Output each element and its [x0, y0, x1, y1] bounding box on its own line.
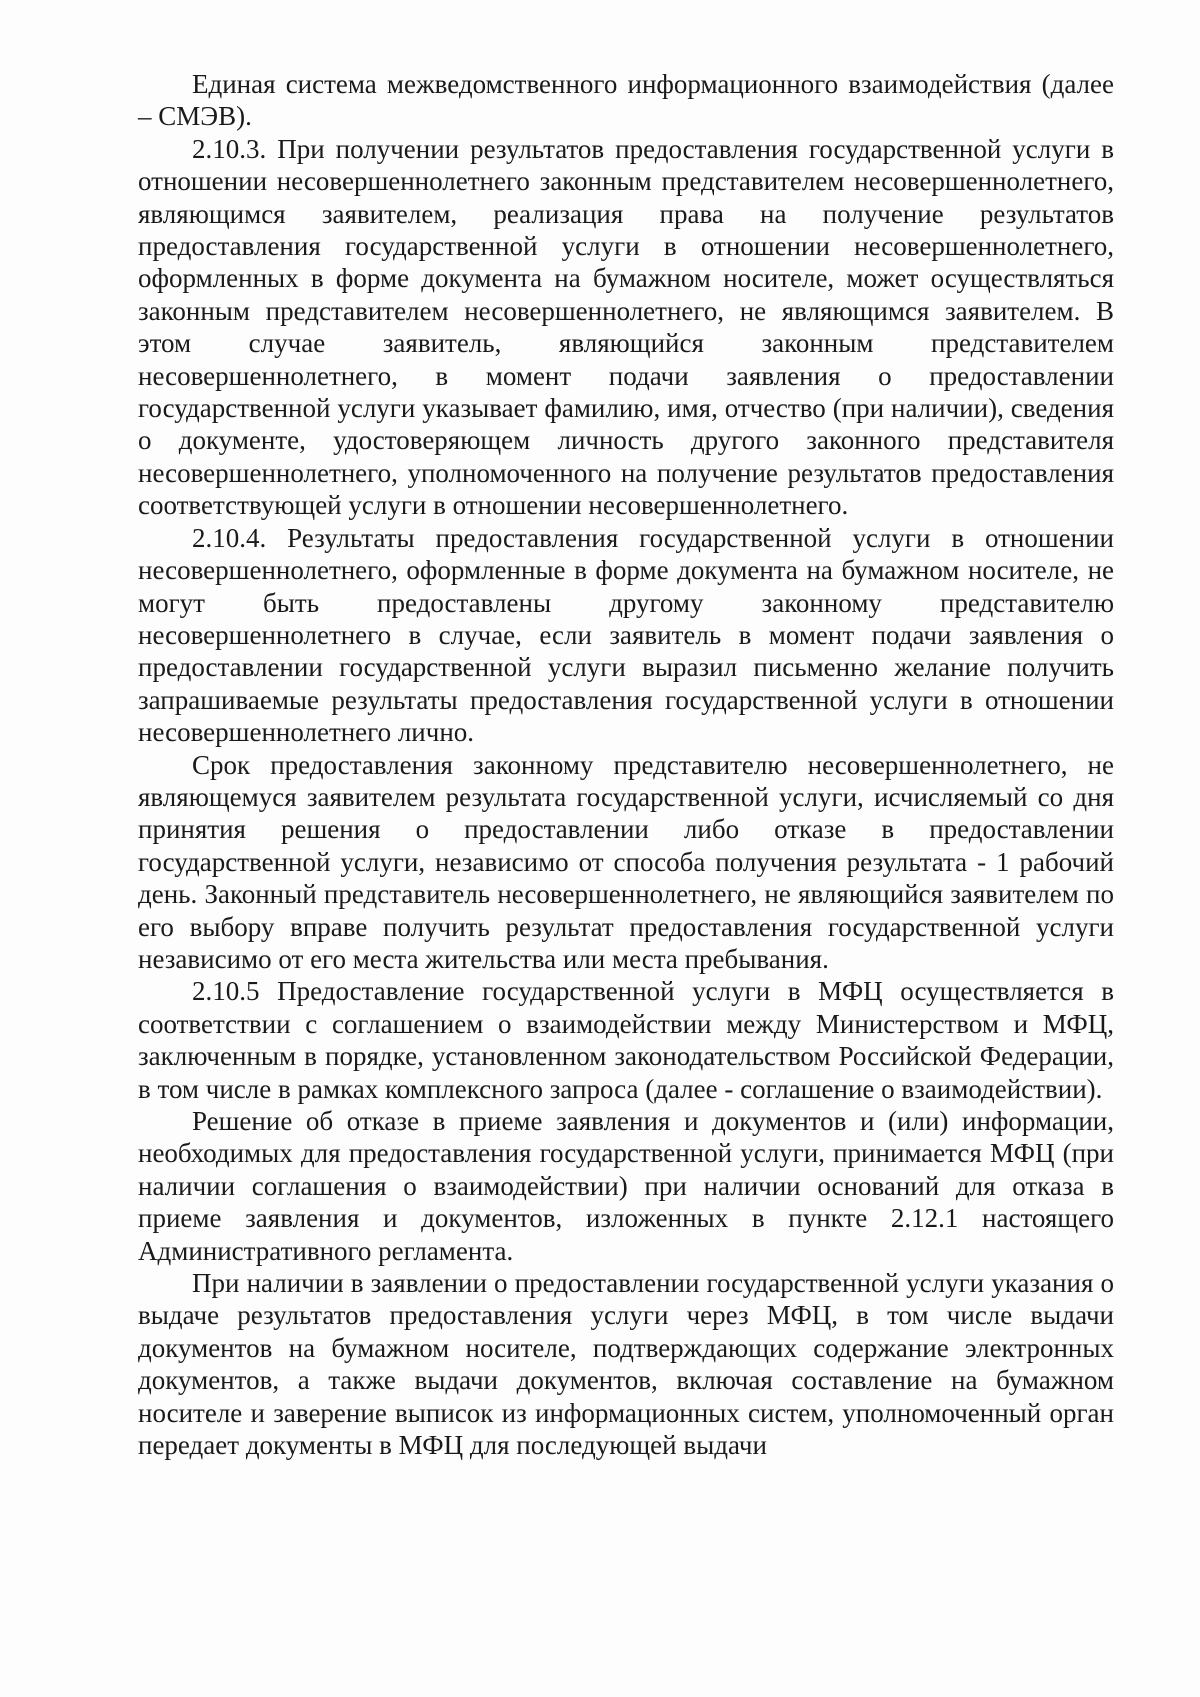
paragraph-2-10-4: 2.10.4. Результаты предоставления государственной услуги в отношении несовершеннолетнего, оформленные в форме документа на бумажном носителе, не могут быть предоставлены другому законному представителю несовершеннолетнего в случае, если заявитель в момент подачи заявления о предоставлении государственной услуги выразил письменно желание получить запрашиваемые результаты предоставления государственной услуги в отношении несовершеннолетнего лично.: [138, 522, 1114, 748]
paragraph-pri-nalichii: При наличии в заявлении о предоставлении государственной услуги указания о выдаче результатов предоставления услуги через МФЦ, в том числе выдачи документов на бумажном носителе, подтверждающих содержание электронных документов, а также выдачи документов, включая составление на бумажном носителе и заверение выписок из информационных систем, уполномоченный орган передает документы в МФЦ для последующей выдачи: [138, 1268, 1114, 1461]
document-body: [138, 68, 1114, 1461]
paragraph-reshenie: Решение об отказе в приеме заявления и документов и (или) информации, необходимых для предоставления государственной услуги, принимается МФЦ (при наличии соглашения о взаимодействии) при наличии оснований для отказа в приеме заявления и документов, изложенных в пункте 2.12.1 настоящего Административного регламента.: [138, 1106, 1114, 1266]
paragraph-2-10-5: 2.10.5 Предоставление государственной услуги в МФЦ осуществляется в соответствии с соглашением о взаимодействии между Министерством и МФЦ, заключенным в порядке, установленном законодательством Российской Федерации, в том числе в рамках комплексного запроса (далее - соглашение о взаимодействии).: [138, 976, 1114, 1104]
paragraph-srok: Срок предоставления законному представителю несовершеннолетнего, не являющемуся заявителем результата государственной услуги, исчисляемый со дня принятия решения о предоставлении либо отказе в предоставлении государственной услуги, независимо от способа получения результата - 1 рабочий день. Законный представитель несовершеннолетнего, не являющийся заявителем по его выбору вправе получить результат предоставления государственной услуги независимо от его места жительства или места пребывания.: [138, 749, 1114, 974]
paragraph-smev: Единая система межведомственного информационного взаимодействия (далее – СМЭВ).: [138, 69, 1114, 132]
paragraph-2-10-3: 2.10.3. При получении результатов предоставления государственной услуги в отношении несовершеннолетнего законным представителем несовершеннолетнего, являющимся заявителем, реализация права на получение результатов предоставления государственной услуги в отношении несовершеннолетнего, оформленных в форме документа на бумажном носителе, может осуществляться законным представителем несовершеннолетнего, не являющимся заявителем. В этом случае заявитель, являющийся законным представителем несовершеннолетнего, в момент подачи заявления о предоставлении государственной услуги указывает фамилию, имя, отчество (при наличии), сведения о документе, удостоверяющем личность другого законного представителя несовершеннолетнего, уполномоченного на получение результатов предоставления соответствующей услуги в отношении несовершеннолетнего.: [138, 133, 1114, 521]
